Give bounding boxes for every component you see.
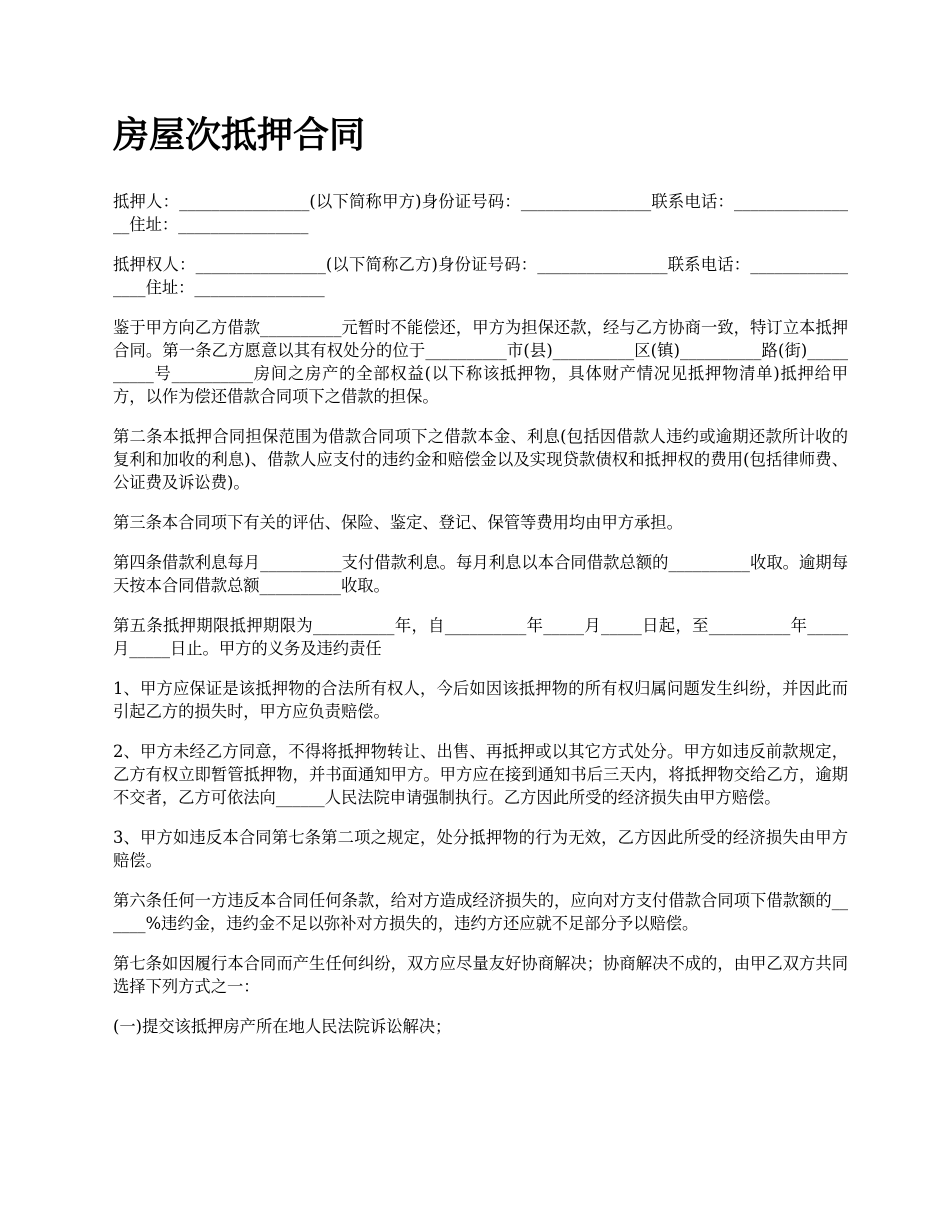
article-2: 第二条本抵押合同担保范围为借款合同项下之借款本金、利息(包括因借款人违约或逾期还款所计收的复利和加收的利息)、借款人应支付的违约金和赔偿金以及实现贷款债权和抵押权的费用(包括律师费、公证费及诉讼费)。 <box>113 427 848 492</box>
article-3: 第三条本合同项下有关的评估、保险、鉴定、登记、保管等费用均由甲方承担。 <box>113 513 683 532</box>
obligation-3: 3、甲方如违反本合同第七条第二项之规定，处分抵押物的行为无效，乙方因此所受的经济损失由甲方赔偿。 <box>113 828 848 870</box>
document-page <box>113 112 848 1055</box>
article-4: 第四条借款利息每月__________支付借款利息。每月利息以本合同借款总额的__________收取。逾期每天按本合同借款总额__________收取。 <box>113 553 848 595</box>
party-a-info: 抵押人：________________(以下简称甲方)身份证号码：________________联系电话：________________住址：________________ <box>113 192 848 234</box>
obligation-2: 2、甲方未经乙方同意，不得将抵押物转让、出售、再抵押或以其它方式处分。甲方如违反前款规定，乙方有权立即暂管抵押物，并书面通知甲方。甲方应在接到通知书后三天内，将抵押物交给乙方，逾期不交者，乙方可依法向______人民法院申请强制执行。乙方因此所受的经济损失由甲方赔偿。 <box>113 742 848 807</box>
article-6: 第六条任何一方违反本合同任何条款，给对方造成经济损失的，应向对方支付借款合同项下借款额的______%违约金，违约金不足以弥补对方损失的，违约方还应就不足部分予以赔偿。 <box>113 891 848 933</box>
dispute-option-1: (一)提交该抵押房产所在地人民法院诉讼解决； <box>113 1017 452 1036</box>
article-7: 第七条如因履行本合同而产生任何纠纷，双方应尽量友好协商解决；协商解决不成的，由甲乙双方共同选择下列方式之一： <box>113 954 848 996</box>
party-b-info: 抵押权人：________________(以下简称乙方)身份证号码：________________联系电话：________________住址：________________ <box>113 255 848 297</box>
article-5: 第五条抵押期限抵押期限为__________年，自__________年_____月_____日起，至__________年_____月_____日止。甲方的义务及违约责任 <box>113 616 848 658</box>
document-title: 房屋次抵押合同 <box>113 115 366 156</box>
obligation-1: 1、甲方应保证是该抵押物的合法所有权人，今后如因该抵押物的所有权归属问题发生纠纷，并因此而引起乙方的损失时，甲方应负责赔偿。 <box>113 679 848 721</box>
preamble-article-1: 鉴于甲方向乙方借款__________元暂时不能偿还，甲方为担保还款，经与乙方协商一致，特订立本抵押合同。第一条乙方愿意以其有权处分的位于__________市(县)__________区(镇)__________路(街)__________号__________房间之房产的全部权益(以下称该抵押物，具体财产情况见抵押物清单)抵押给甲方，以作为偿还借款合同项下之借款的担保。 <box>113 318 848 406</box>
